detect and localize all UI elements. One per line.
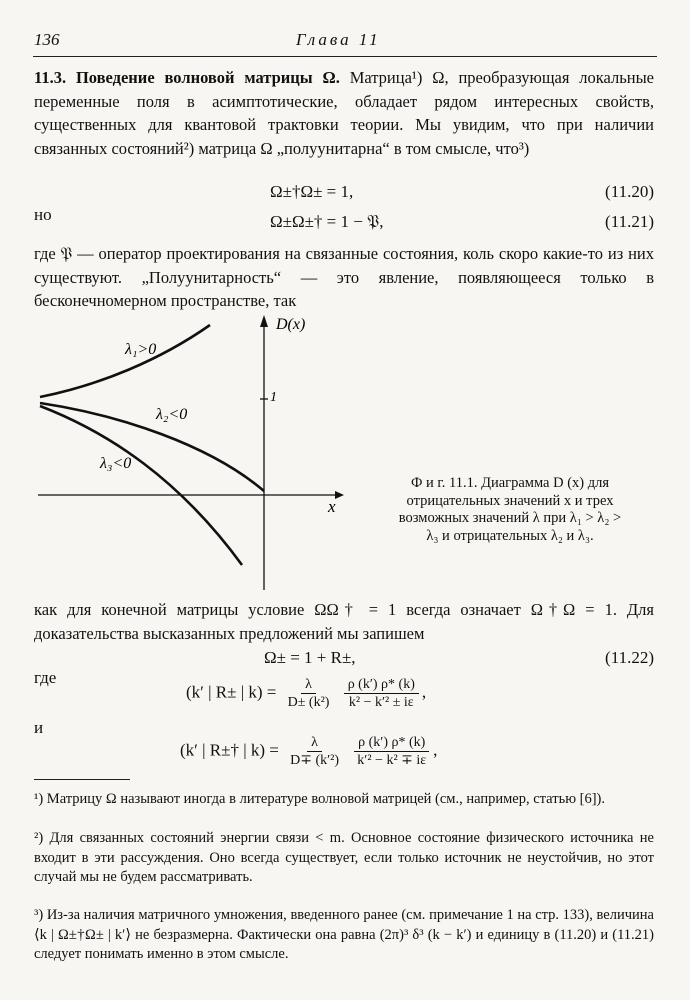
equation-number-11-22: (11.22) [605,648,654,667]
figure-caption: Ф и г. 11.1. Диаграмма D (x) для отрицательных значений x и трех возможных значений λ при λ₁ > λ₂ > λ₃ и отрицательных λ₂ и λ₃. [398,475,622,544]
conjunction-but: но [34,205,52,224]
x-axis-label: x [328,497,336,516]
trailing-comma: , [421,682,427,702]
fraction-rho [344,676,419,711]
equation-11-21: Ω±Ω±† = 1 − 𝔓, [270,212,384,231]
curve-label-lambda3: λ₃<0 [100,455,132,472]
section-intro [34,66,654,160]
fraction-numerator: λ [307,734,322,752]
footnote-2: ²) Для связанных состояний энергии связи < m. Основное состояние физического источника не входит в эти рассуждения. Оно всегда существует, если только источник не неустойчив, но этот случай мы не будем рассматривать. [34,830,654,885]
equation-number-11-20: (11.20) [605,182,654,201]
matrix-r-lhs: (k′ | R± | k) = [186,682,277,702]
matrix-element-r-dagger [180,734,437,769]
curve-lambda1 [40,325,210,397]
curve-lambda3 [40,406,242,565]
footnote-1: ¹) Матрицу Ω называют иногда в литературе волновой матрицей (см., например, статью [6]). [34,791,606,807]
curve-label-lambda1: λ₁>0 [125,341,157,358]
fraction-denominator: k′² − k² ∓ iε [357,753,427,768]
running-title: Глава 11 [296,30,381,49]
where-word: где [34,668,57,687]
fraction-numerator: ρ (k′) ρ* (k) [354,734,429,752]
fraction-numerator: ρ (k′) ρ* (k) [344,676,419,694]
fraction-lambda-over-d [284,676,334,711]
matrix-element-r [186,676,426,711]
fraction-lambda-over-d [286,734,343,769]
matrix-r-dagger-lhs: (k′ | R±† | k) = [180,740,279,760]
fraction-numerator: λ [301,676,316,694]
paragraph-3: как для конечной матрицы условие ΩΩ† = 1 всегда означает Ω†Ω = 1. Для доказательства высказанных предложений мы запишем [34,600,654,643]
x-axis-arrow [335,491,344,499]
y-axis-label: D(x) [276,316,306,333]
equation-11-20: Ω±†Ω± = 1, [270,182,354,201]
curve-label-lambda2: λ₂<0 [156,406,188,423]
fraction-denominator: D∓ (k′²) [290,753,340,768]
equation-number-11-21: (11.21) [605,212,654,231]
footnote-rule [34,779,130,780]
y-tick-label: 1 [270,390,277,405]
section-heading: 11.3. Поведение волновой матрицы Ω. [34,68,340,87]
footnote-3: ³) Из-за наличия матричного умножения, введенного ранее (см. примечание 1 на стр. 133), величина ⟨k | Ω±†Ω± | k′⟩ не безразмерна. Фактически она равна (2π)³ δ³ (k − k′) и единицу в (11.20) и (11.21) следует понимать именно в этом смысле. [34,907,654,962]
fraction-denominator: k² − k′² ± iε [348,695,414,710]
trailing-comma: , [433,740,438,760]
y-axis-arrow [260,315,268,327]
paragraph-2: где 𝔓 — оператор проектирования на связанные состояния, коль скоро какие-то из них существуют. „Полуунитарность“ — это явление, появляющееся только в бесконечномерном пространстве, так [34,244,654,310]
fraction-denominator: D± (k²) [287,695,330,710]
and-word: и [34,718,44,737]
section-intro-text: Матрица¹) Ω, преобразующая локальные переменные поля в асимптотические, обладает рядом интересных свойств, существенных для квантовой трактовки теории. Мы увидим, что при наличии связанных состояний²) матрица Ω „полуунитарна“ в том смысле, что³) [34,68,654,158]
header-rule [33,56,657,57]
fraction-rho [353,734,430,769]
equation-11-22: Ω± = 1 + R±, [264,648,356,667]
page-number: 136 [34,30,60,49]
figure-11-1 [30,305,370,595]
curve-lambda2 [40,403,264,491]
